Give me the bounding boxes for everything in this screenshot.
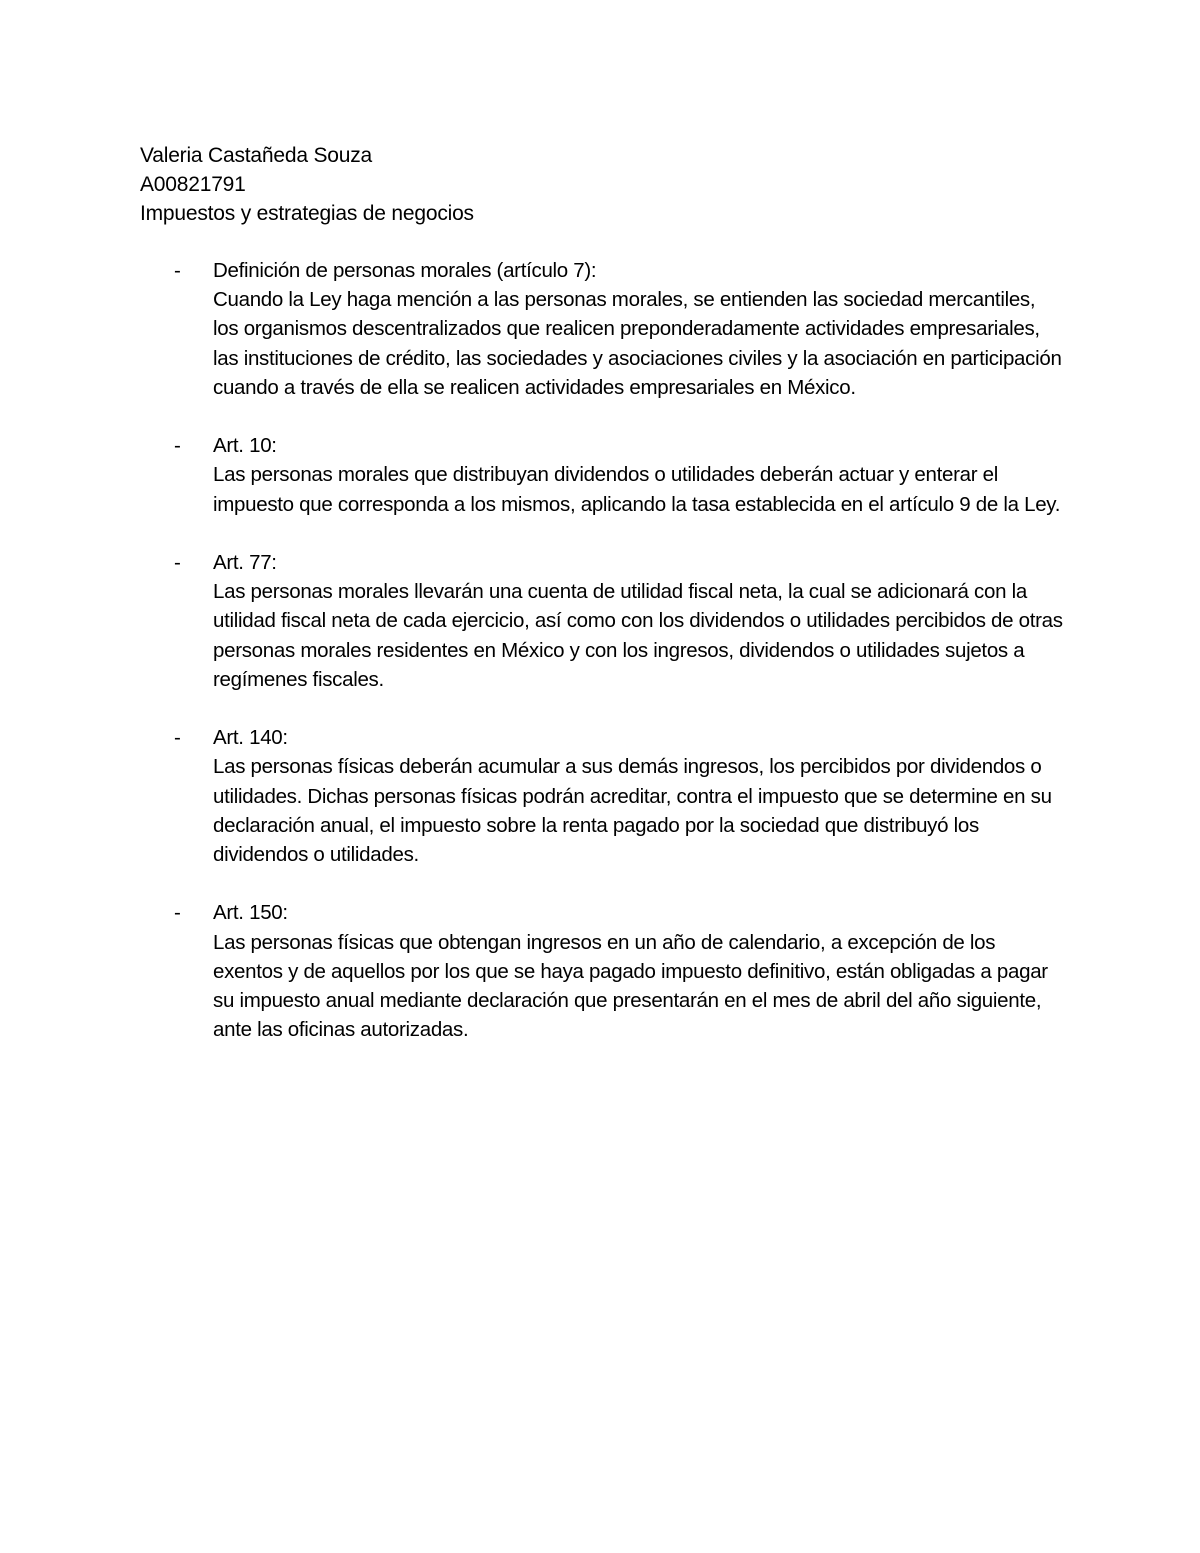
section-body: Las personas morales llevarán una cuenta de utilidad fiscal neta, la cual se adicionará con la utilidad fiscal neta de cada ejercicio, así como con los dividendos o utilidades percibidos de otras personas morales residentes en México y con los ingresos, dividendos o utilidades sujetos a regímenes fiscales. [213, 580, 1063, 691]
author-name: Valeria Castañeda Souza [140, 144, 372, 167]
section-article-150 [140, 898, 1070, 1044]
section-title: Art. 77: [213, 551, 277, 574]
course-title: Impuestos y estrategias de negocios [140, 202, 474, 226]
section-article-7 [140, 256, 1070, 402]
section-article-10 [140, 431, 1070, 519]
bullet-dash: - [174, 551, 181, 574]
student-id: A00821791 [140, 173, 246, 197]
section-body: Las personas físicas que obtengan ingresos en un año de calendario, a excepción de los exentos y de aquellos por los que se haya pagado impuesto definitivo, están obligadas a pagar su impuesto anual mediante declaración que presentarán en el mes de abril del año siguiente, ante las oficinas autorizadas. [213, 930, 1048, 1042]
section-title: Definición de personas morales (artículo 7): [213, 259, 597, 282]
bullet-dash: - [174, 726, 181, 750]
section-title: Art. 140: [213, 726, 288, 750]
section-body: Cuando la Ley haga mención a las personas morales, se entienden las sociedad mercantiles, los organismos descentralizados que realicen preponderadamente actividades empresariales, las instituciones de crédito, las sociedades y asociaciones civiles y la asociación en participación cuando a través de ella se realicen actividades empresariales en México. [213, 288, 1062, 399]
section-body: Las personas físicas deberán acumular a sus demás ingresos, los percibidos por dividendos o utilidades. Dichas personas físicas podrán acreditar, contra el impuesto que se determine en su declaración anual, el impuesto sobre la renta pagado por la sociedad que distribuyó los dividendos o utilidades. [213, 755, 1052, 867]
bullet-dash: - [174, 901, 181, 925]
document-header [140, 141, 1060, 229]
section-title: Art. 10: [213, 434, 277, 458]
article-list [140, 256, 1070, 1074]
bullet-dash: - [174, 434, 181, 458]
section-title: Art. 150: [213, 901, 288, 925]
section-body: Las personas morales que distribuyan dividendos o utilidades deberán actuar y enterar el impuesto que corresponda a los mismos, aplicando la tasa establecida en el artículo 9 de la Ley. [213, 463, 1061, 516]
bullet-dash: - [174, 259, 181, 282]
section-article-77 [140, 548, 1070, 694]
section-article-140 [140, 723, 1070, 869]
